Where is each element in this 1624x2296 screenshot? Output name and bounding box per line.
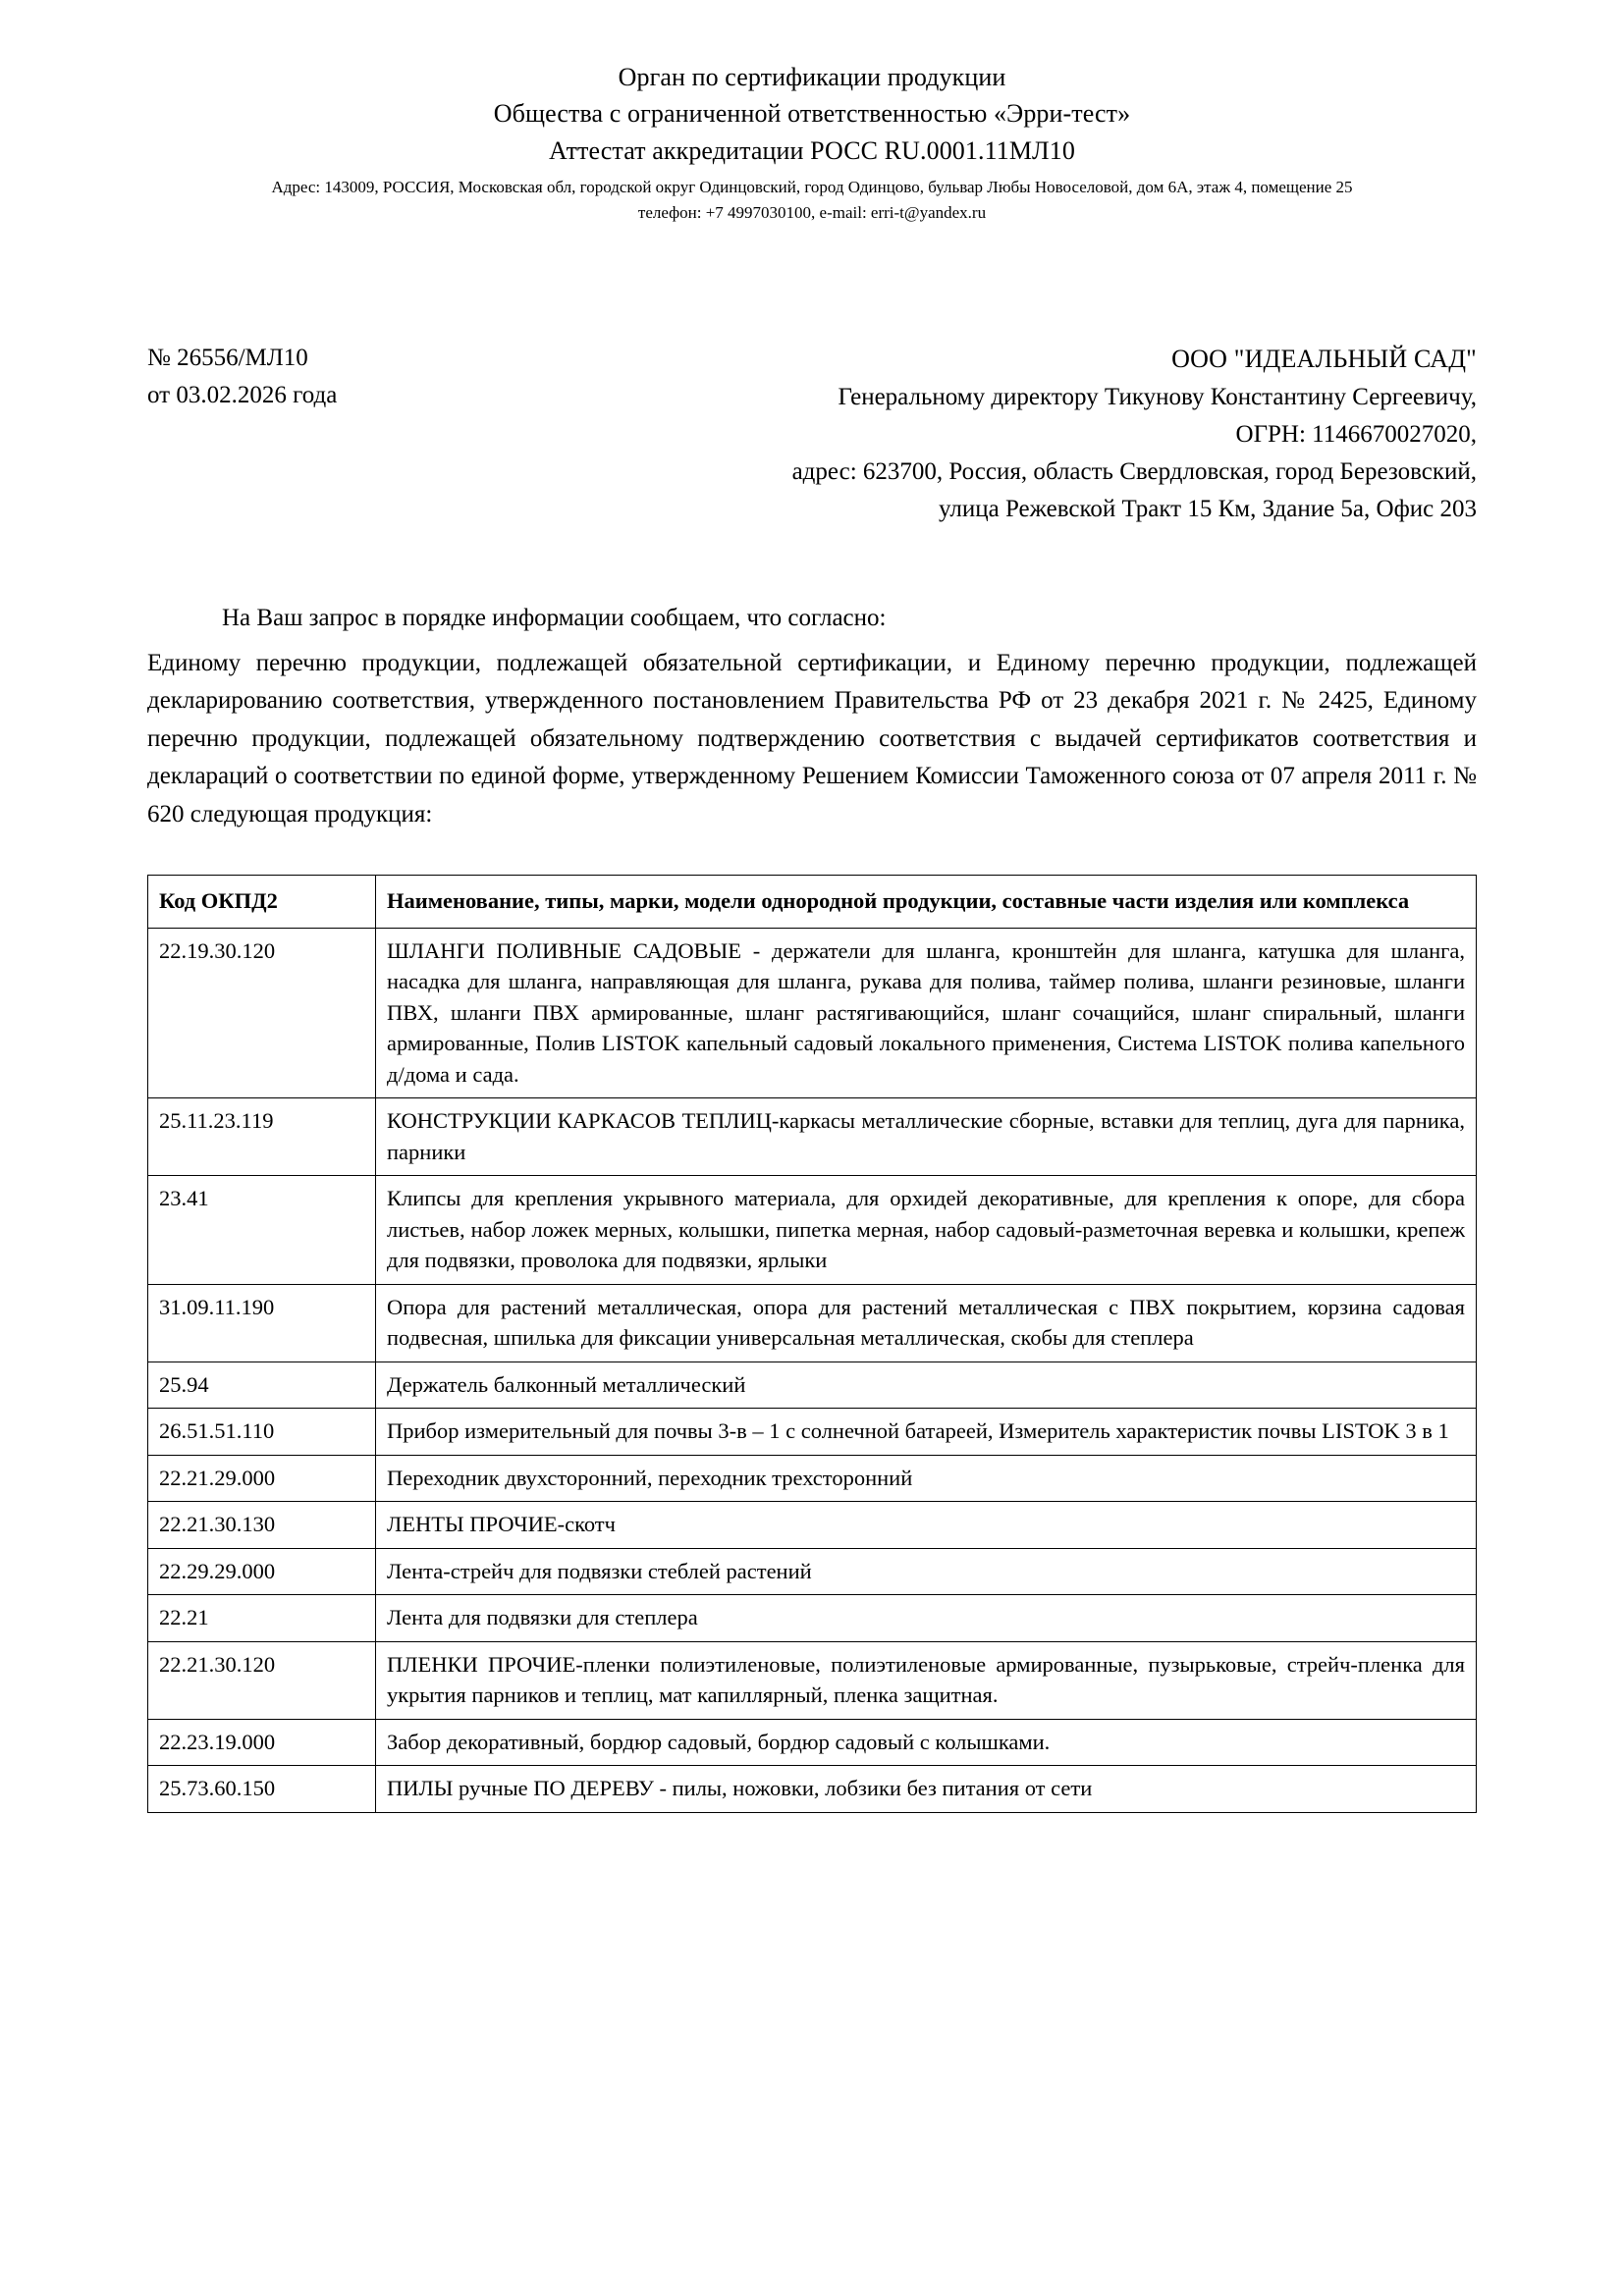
- row-code: 25.73.60.150: [148, 1766, 376, 1813]
- row-code: 22.29.29.000: [148, 1548, 376, 1595]
- row-code: 22.21.29.000: [148, 1455, 376, 1502]
- table-row: [148, 1455, 1477, 1502]
- legal-basis-paragraph: Единому перечню продукции, подлежащей обязательной сертификации, и Единому перечню продукции, подлежащей декларированию соответствия, утвержденного постановлением Правительства РФ от 23 декабря 2021 г. № 2425, Единому перечню продукции, подлежащей обязательному подтверждению соответствия с выдачей сертификатов соответствия и деклараций о соответствии по единой форме, утвержденному Решением Комиссии Таможенного союза от 07 апреля 2011 г. № 620 следующая продукция:: [147, 649, 1477, 828]
- row-description: ЛЕНТЫ ПРОЧИЕ-скотч: [376, 1502, 1477, 1549]
- table-row: [148, 1766, 1477, 1813]
- row-description: ПЛЕНКИ ПРОЧИЕ-пленки полиэтиленовые, полиэтиленовые армированные, пузырьковые, стрейч-пленка для укрытия парников и теплиц, мат капиллярный, пленка защитная.: [376, 1641, 1477, 1719]
- reference-left: [147, 340, 520, 528]
- table-row: [148, 1548, 1477, 1595]
- products-table: [147, 875, 1477, 1813]
- table-row: [148, 1719, 1477, 1766]
- table-row: [148, 1098, 1477, 1176]
- row-description: Держатель балконный металлический: [376, 1362, 1477, 1409]
- row-description: ШЛАНГИ ПОЛИВНЫЕ САДОВЫЕ - держатели для шланга, кронштейн для шланга, катушка для шланга, насадка для шланга, направляющая для шланга, рукава для полива, таймер полива, шланги резиновые, шланги ПВХ, шланги ПВХ армированные, шланг растягивающийся, шланг сочащийся, шланг спиральный, шланги армированные, Полив LISTOK капельный садовый локального применения, Система LISTOK полива капельного д/дома и сада.: [376, 928, 1477, 1098]
- row-description: ПИЛЫ ручные ПО ДЕРЕВУ - пилы, ножовки, лобзики без питания от сети: [376, 1766, 1477, 1813]
- table-header-code: Код ОКПД2: [148, 876, 376, 929]
- table-row: [148, 1284, 1477, 1362]
- letterhead-line-2: Общества с ограниченной ответственностью «Эрри-тест»: [493, 99, 1131, 129]
- table-row: [148, 928, 1477, 1098]
- table-row: [148, 1362, 1477, 1409]
- row-description: Переходник двухсторонний, переходник трехсторонний: [376, 1455, 1477, 1502]
- reference-number: № 26556/МЛ10: [147, 344, 308, 371]
- reference-date: от 03.02.2026 года: [147, 381, 338, 408]
- letterhead-contacts: телефон: +7 4997030100, e-mail: erri-t@yandex.ru: [637, 202, 987, 222]
- letterhead: [147, 61, 1477, 224]
- row-description: Клипсы для крепления укрывного материала, для орхидей декоративные, для крепления к опоре, для сбора листьев, набор ложек мерных, колышки, пипетка мерная, набор садовый-разметочная веревка и колышки, крепеж для подвязки, проволока для подвязки, ярлыки: [376, 1176, 1477, 1285]
- row-code: 25.11.23.119: [148, 1098, 376, 1176]
- table-row: [148, 1502, 1477, 1549]
- row-description: Лента-стрейч для подвязки стеблей растений: [376, 1548, 1477, 1595]
- table-header-description: Наименование, типы, марки, модели однородной продукции, составные части изделия или комплекса: [376, 876, 1477, 929]
- row-description: Опора для растений металлическая, опора для растений металлическая с ПВХ покрытием, корзина садовая подвесная, шпилька для фиксации универсальная металлическая, скобы для степлера: [376, 1284, 1477, 1362]
- products-table-body: [148, 876, 1477, 1813]
- table-row: [148, 1409, 1477, 1456]
- row-code: 22.19.30.120: [148, 928, 376, 1098]
- table-row: [148, 1176, 1477, 1285]
- row-code: 22.21.30.120: [148, 1641, 376, 1719]
- table-header-row: [148, 876, 1477, 929]
- row-code: 22.23.19.000: [148, 1719, 376, 1766]
- addressee-organization: ООО "ИДЕАЛЬНЫЙ САД": [1171, 344, 1477, 373]
- row-description: Лента для подвязки для степлера: [376, 1595, 1477, 1642]
- reference-block: [147, 340, 1477, 528]
- row-code: 23.41: [148, 1176, 376, 1285]
- table-row: [148, 1641, 1477, 1719]
- row-code: 31.09.11.190: [148, 1284, 376, 1362]
- row-code: 22.21.30.130: [148, 1502, 376, 1549]
- intro-paragraph: На Ваш запрос в порядке информации сообщаем, что согласно:: [222, 604, 887, 631]
- row-description: Прибор измерительный для почвы 3-в – 1 с солнечной батареей, Измеритель характеристик почвы LISTOK 3 в 1: [376, 1409, 1477, 1456]
- letterhead-line-1: Орган по сертификации продукции: [618, 63, 1006, 91]
- table-row: [148, 1595, 1477, 1642]
- addressee-address: адрес: 623700, Россия, область Свердловская, город Березовский, улица Режевской Тракт 15 Км, Здание 5а, Офис 203: [791, 457, 1477, 522]
- row-code: 25.94: [148, 1362, 376, 1409]
- addressee-block: [750, 340, 1477, 528]
- letterhead-accreditation: Аттестат аккредитации РОСС RU.0001.11МЛ10: [548, 135, 1075, 165]
- addressee-ogrn: ОГРН: 1146670027020,: [1235, 420, 1477, 448]
- row-code: 22.21: [148, 1595, 376, 1642]
- row-description: КОНСТРУКЦИИ КАРКАСОВ ТЕПЛИЦ-каркасы металлические сборные, вставки для теплиц, дуга для парника, парники: [376, 1098, 1477, 1176]
- row-code: 26.51.51.110: [148, 1409, 376, 1456]
- row-description: Забор декоративный, бордюр садовый, бордюр садовый с колышками.: [376, 1719, 1477, 1766]
- addressee-person: Генеральному директору Тикунову Константину Сергеевичу,: [838, 383, 1477, 410]
- letterhead-address: Адрес: 143009, РОССИЯ, Московская обл, городской округ Одинцовский, город Одинцово, бульвар Любы Новоселовой, дом 6А, этаж 4, помещение 25: [271, 177, 1353, 196]
